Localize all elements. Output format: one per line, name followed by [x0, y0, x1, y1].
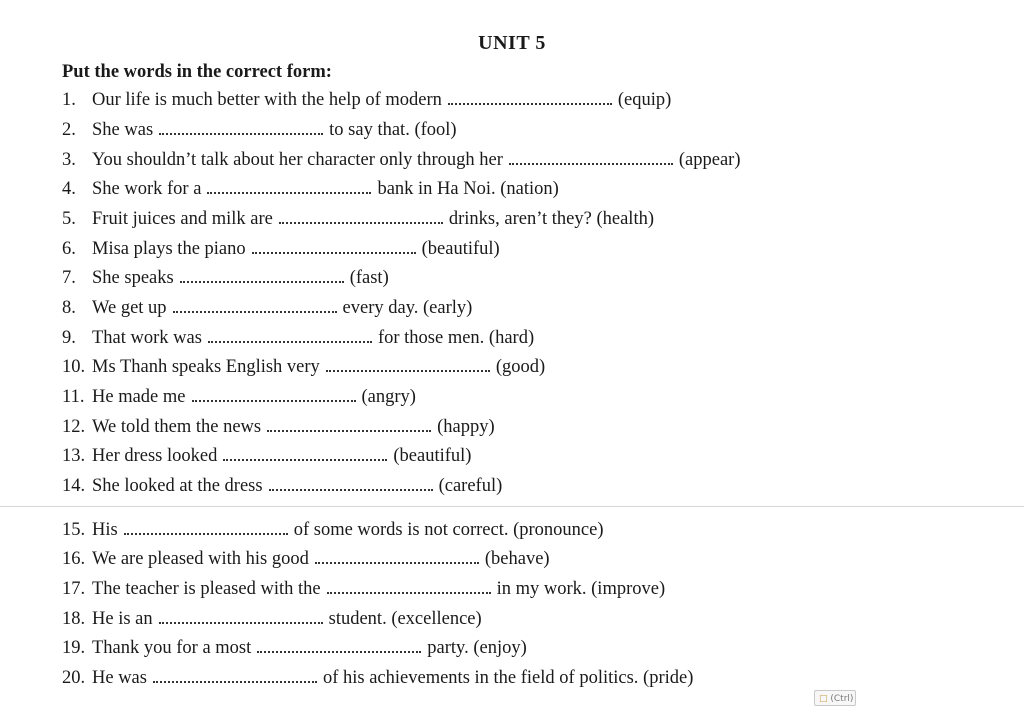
item-number: 3. [62, 150, 76, 170]
exercise-item [62, 605, 482, 633]
item-text-after: student. (excellence) [328, 609, 482, 629]
item-text-after: (angry) [361, 387, 416, 407]
answer-blank [159, 612, 323, 624]
page-title: UNIT 5 [478, 32, 546, 54]
answer-blank [159, 123, 323, 135]
answer-blank [269, 479, 433, 491]
item-text-before: He is an [92, 609, 153, 629]
answer-blank [509, 153, 673, 165]
item-text-after: for those men. (hard) [377, 328, 535, 348]
instruction: Put the words in the correct form: [62, 62, 332, 82]
item-number: 2. [62, 120, 76, 140]
item-text-before: Thank you for a most [92, 638, 252, 658]
answer-blank [257, 641, 421, 653]
exercise-item [62, 324, 534, 352]
item-text-before: We get up [92, 298, 167, 318]
answer-blank [192, 390, 356, 402]
answer-blank [124, 523, 288, 535]
exercise-item [62, 575, 665, 603]
item-text-before: We are pleased with his good [92, 549, 309, 569]
item-text-after: every day. (early) [342, 298, 473, 318]
answer-blank [180, 271, 344, 283]
item-number: 8. [62, 298, 76, 318]
item-text-after: in my work. (improve) [496, 579, 666, 599]
item-text-after: party. (enjoy) [427, 638, 527, 658]
item-number: 1. [62, 90, 76, 110]
exercise-item [62, 175, 559, 203]
item-text-before: She looked at the dress [92, 476, 263, 496]
answer-blank [448, 93, 612, 105]
exercise-item [62, 545, 550, 573]
item-text-before: She speaks [92, 268, 174, 288]
item-text-after: bank in Ha Noi. (nation) [377, 179, 559, 199]
exercise-item [62, 146, 740, 174]
answer-blank [252, 242, 416, 254]
item-text-after: (fast) [349, 268, 389, 288]
item-text-after: (good) [495, 357, 546, 377]
answer-blank [223, 449, 387, 461]
exercise-item [62, 86, 671, 114]
item-number: 19. [62, 638, 86, 658]
item-number: 11. [62, 387, 85, 407]
item-number: 6. [62, 239, 76, 259]
exercise-item [62, 516, 604, 544]
item-text-after: (happy) [437, 417, 495, 437]
item-text-before: She was [92, 120, 154, 140]
item-text-after: of his achievements in the field of politics. (pride) [322, 668, 694, 688]
exercise-item [62, 235, 500, 263]
item-text-before: That work was [92, 328, 202, 348]
answer-blank [326, 360, 490, 372]
item-number: 12. [62, 417, 86, 437]
item-number: 5. [62, 209, 76, 229]
item-number: 13. [62, 446, 86, 466]
item-number: 18. [62, 609, 86, 629]
item-text-after: of some words is not correct. (pronounce) [293, 520, 604, 540]
clipboard-paste-icon: □ [819, 694, 828, 704]
exercise-item [62, 413, 495, 441]
item-number: 20. [62, 668, 86, 688]
exercise-item [62, 383, 416, 411]
exercise-item [62, 442, 471, 470]
item-text-before: She work for a [92, 179, 202, 199]
item-text-before: His [92, 520, 118, 540]
answer-blank [267, 420, 431, 432]
item-number: 16. [62, 549, 86, 569]
exercise-item [62, 116, 457, 144]
exercise-item [62, 634, 527, 662]
item-text-after: (behave) [484, 549, 550, 569]
answer-blank [279, 212, 443, 224]
item-text-before: Misa plays the piano [92, 239, 246, 259]
item-text-after: (appear) [678, 150, 741, 170]
page-divider [0, 506, 1024, 507]
item-text-after: (beautiful) [421, 239, 500, 259]
item-text-before: We told them the news [92, 417, 262, 437]
item-number: 10. [62, 357, 86, 377]
item-text-before: He was [92, 668, 147, 688]
item-text-after: (beautiful) [393, 446, 472, 466]
answer-blank [207, 182, 371, 194]
answer-blank [173, 301, 337, 313]
exercise-item [62, 664, 693, 692]
item-number: 14. [62, 476, 86, 496]
exercise-item [62, 294, 472, 322]
item-text-after: drinks, aren’t they? (health) [448, 209, 654, 229]
item-text-after: (careful) [438, 476, 503, 496]
item-text-before: Her dress looked [92, 446, 218, 466]
answer-blank [208, 331, 372, 343]
item-text-before: The teacher is pleased with the [92, 579, 321, 599]
item-text-before: Ms Thanh speaks English very [92, 357, 320, 377]
exercise-item [62, 264, 389, 292]
paste-options-label: (Ctrl) [830, 694, 854, 704]
item-number: 9. [62, 328, 76, 348]
item-text-after: (equip) [617, 90, 672, 110]
answer-blank [153, 671, 317, 683]
item-number: 7. [62, 268, 76, 288]
answer-blank [315, 552, 479, 564]
exercise-item [62, 472, 502, 500]
item-number: 17. [62, 579, 86, 599]
answer-blank [327, 582, 491, 594]
item-number: 15. [62, 520, 86, 540]
item-text-after: to say that. (fool) [329, 120, 457, 140]
item-text-before: You shouldn’t talk about her character only through her [92, 150, 503, 170]
exercise-item [62, 205, 654, 233]
exercise-item [62, 353, 545, 381]
item-number: 4. [62, 179, 76, 199]
item-text-before: Our life is much better with the help of modern [92, 90, 442, 110]
paste-options-button[interactable] [814, 690, 856, 706]
item-text-before: Fruit juices and milk are [92, 209, 273, 229]
item-text-before: He made me [92, 387, 186, 407]
